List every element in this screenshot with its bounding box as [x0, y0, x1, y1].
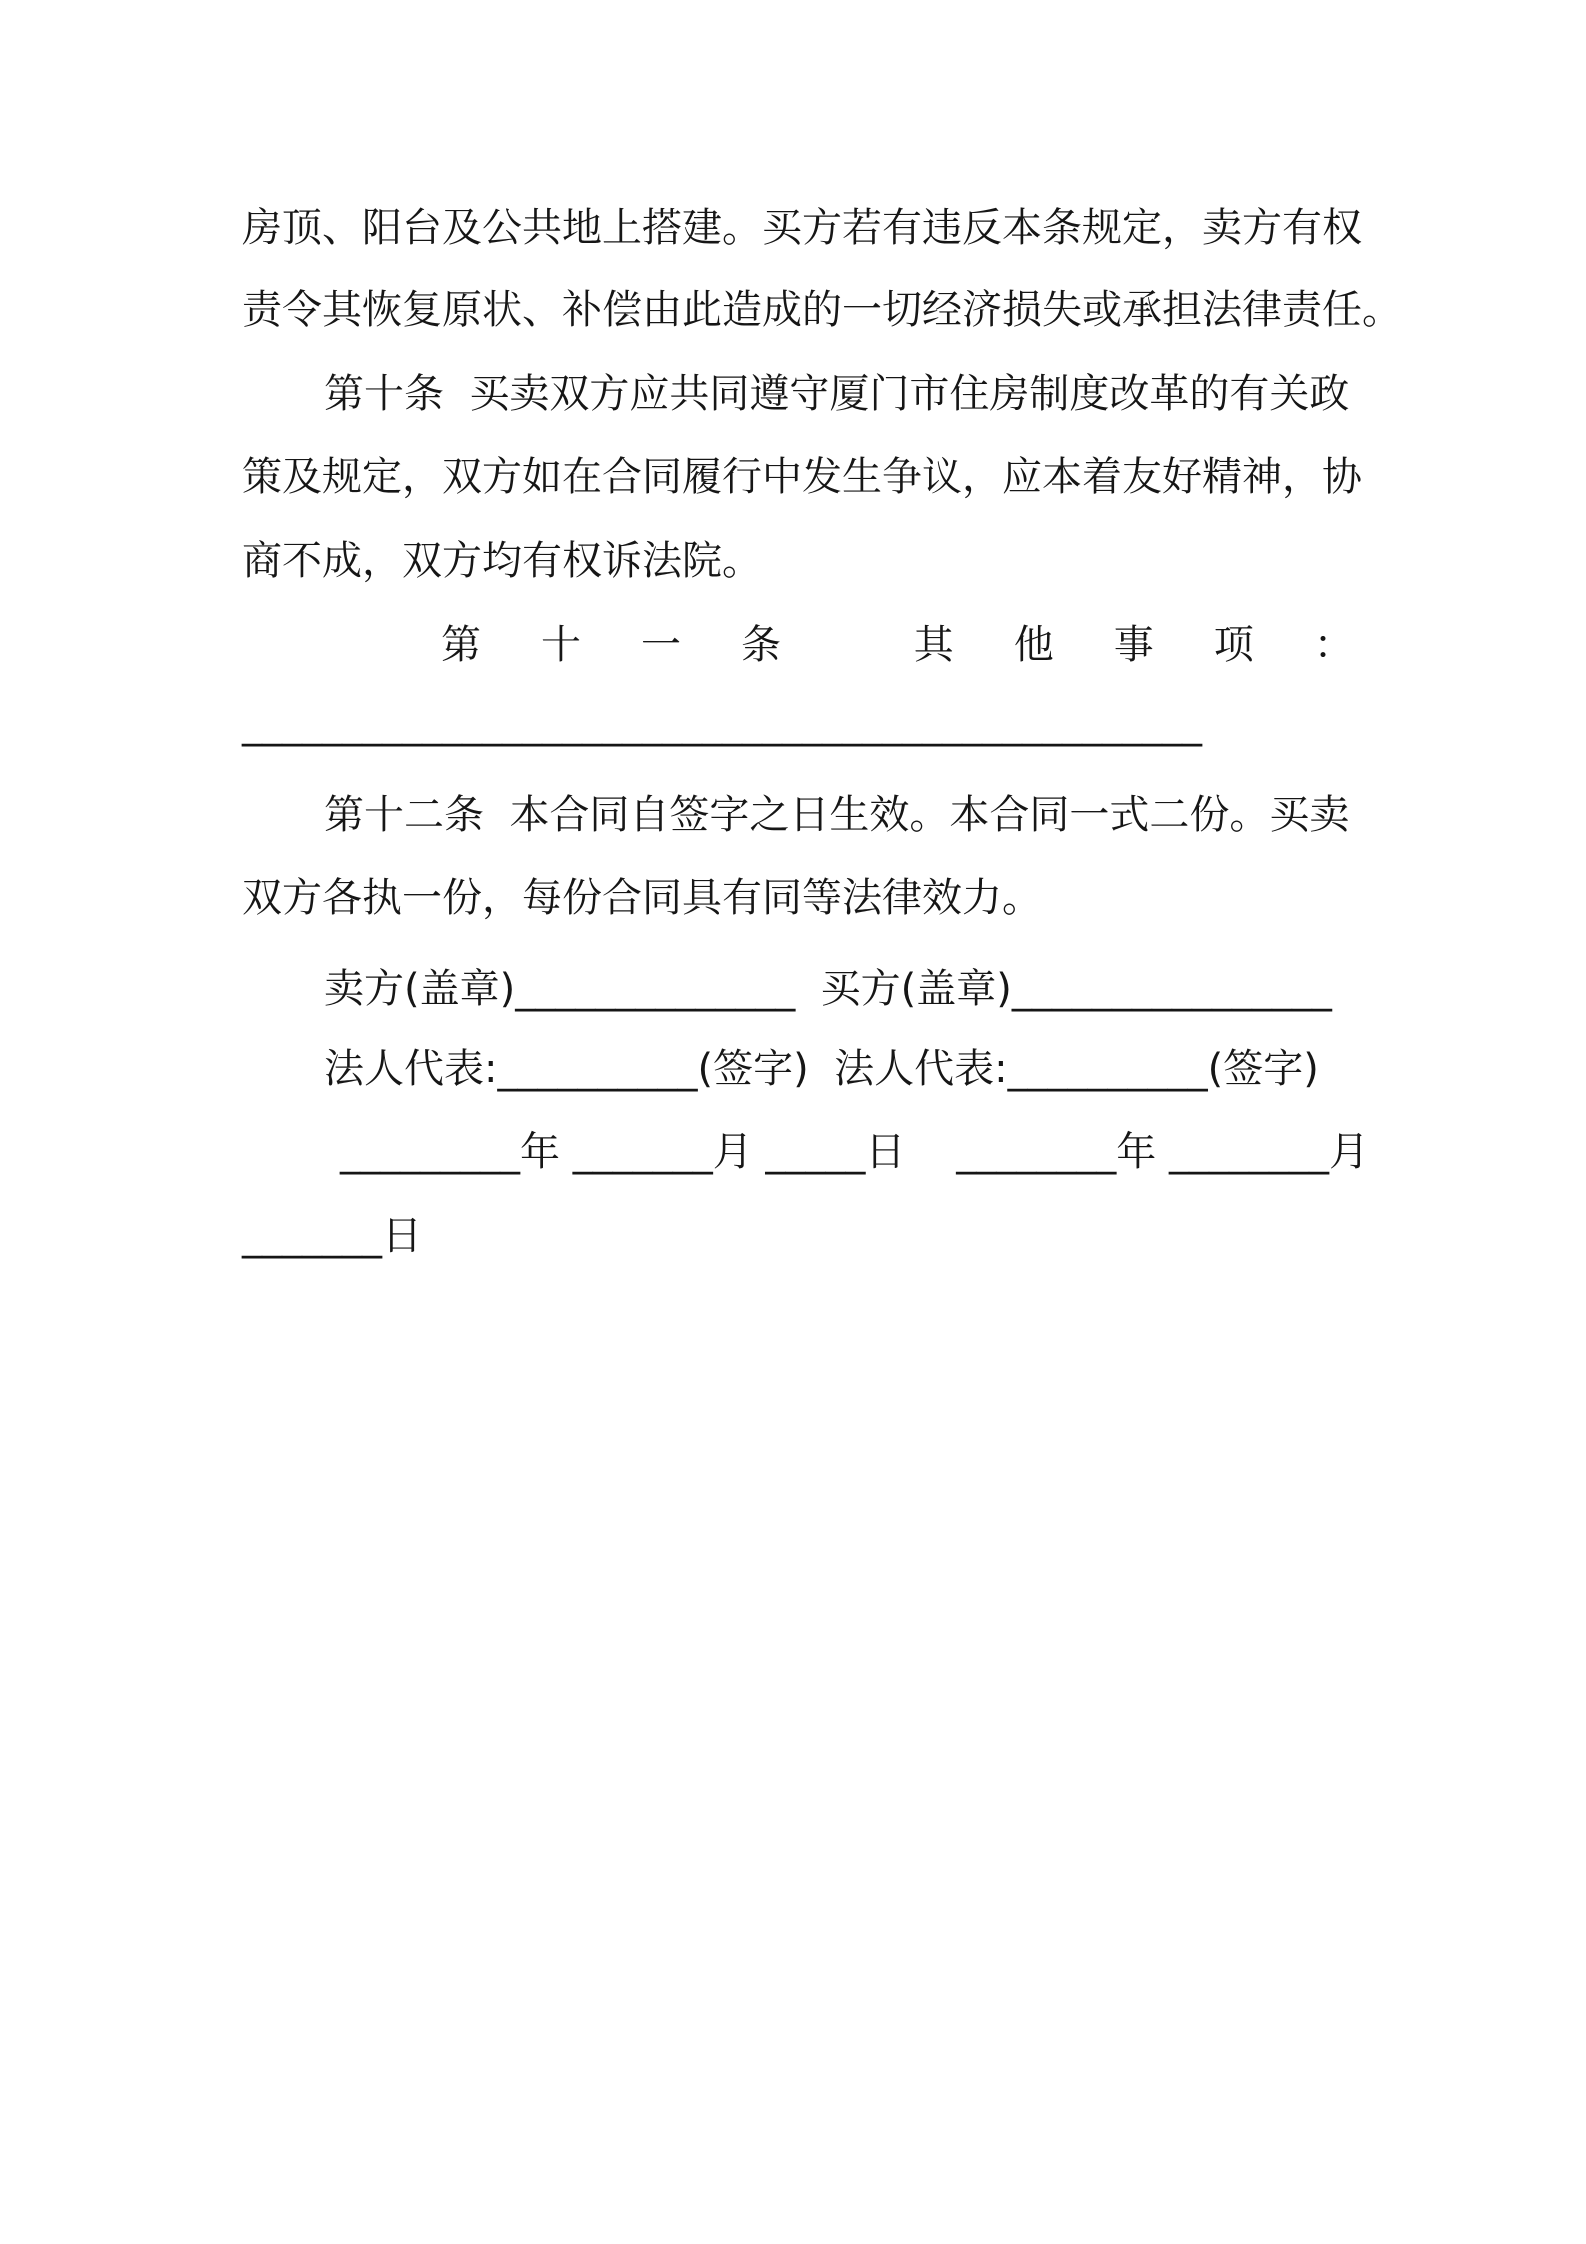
clause-12-line-1	[324, 791, 1349, 839]
date-row	[340, 1128, 1369, 1176]
clause-9-line-2: 责令其恢复原状、补偿由此造成的一切经济损失或承担法律责任。	[242, 287, 1402, 333]
buyer-seal-label: 买方(盖章)	[820, 966, 1012, 1012]
clause-12-line-2: 双方各执一份，每份合同具有同等法律效力。	[242, 875, 1042, 921]
representative-row	[324, 1045, 1319, 1093]
clause-9-line-1: 房顶、阳台及公共地上搭建。买方若有违反本条规定，卖方有权	[242, 205, 1362, 251]
buyer-date-blank: ________年 ________月	[956, 1129, 1370, 1175]
clause-11-heading: 第十一条 其他事项：	[441, 622, 1414, 668]
clause-12-text: 本合同自签字之日生效。本合同一式二份。买卖	[509, 792, 1350, 838]
seller-representative-blank: __________	[497, 1046, 698, 1092]
seller-sign-label: (签字)	[697, 1046, 809, 1092]
buyer-sign-label: (签字)	[1207, 1046, 1319, 1092]
seller-date-blank: _________年 _______月 _____日	[340, 1129, 906, 1175]
buyer-representative-label: 法人代表:	[834, 1046, 1008, 1092]
clause-12-number: 第十二条	[324, 792, 484, 838]
buyer-representative-blank: __________	[1007, 1046, 1208, 1092]
seller-representative-label: 法人代表:	[324, 1046, 498, 1092]
buyer-date-day-blank: _______日	[242, 1213, 422, 1259]
clause-10-line-2: 策及规定，双方如在合同履行中发生争议，应本着友好精神，协	[242, 454, 1362, 500]
clause-10-text: 买卖双方应共同遵守厦门市住房制度改革的有关政	[469, 371, 1350, 417]
buyer-seal-blank: ________________	[1011, 966, 1332, 1012]
seller-seal-label: 卖方(盖章)	[324, 966, 516, 1012]
clause-10-line-3: 商不成，双方均有权诉法院。	[242, 538, 762, 584]
seal-row	[324, 965, 1332, 1013]
clause-11-blank-line: ________________________________________________	[242, 701, 1202, 747]
clause-10-number: 第十条	[324, 371, 444, 417]
seller-seal-blank: ______________	[515, 966, 796, 1012]
clause-10-line-1	[324, 370, 1349, 418]
